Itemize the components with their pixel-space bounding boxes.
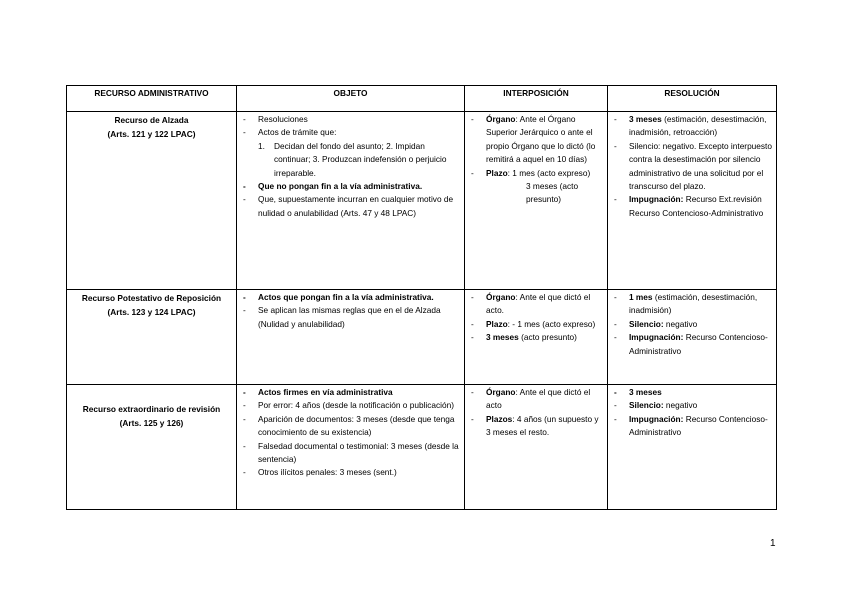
resolucion-cell [608,385,777,510]
list-item: 1. Decidan del fondo del asunto; 2. Impidan continuar; 3. Produzcan indefensión o perjuicio irreparable. [258,140,447,178]
list-item: - 3 meses (acto presunto) [469,331,603,344]
recurso-name-cell [67,112,237,290]
resolucion-cell [608,290,777,385]
recurso-arts: (Arts. 125 y 126) [119,418,184,428]
recurso-name-cell [67,290,237,385]
list-item: - Actos que pongan fin a la vía administrativa. [241,291,460,304]
list-item: - 3 meses [612,386,772,399]
objeto-cell [237,290,465,385]
list-item: - Por error: 4 años (desde la notificación o publicación) [241,399,460,412]
table-row [67,112,777,290]
header-recurso: RECURSO ADMINISTRATIVO [67,86,237,112]
list-item: - Otros ilícitos penales: 3 meses (sent.) [241,466,460,479]
recurso-name: Recurso extraordinario de revisión [82,404,221,414]
list-item: - 1 mes (estimación, desestimación, inadmisión) [612,291,772,318]
list-item: - Órgano: Ante el que dictó el acto [469,386,603,413]
recurso-name-cell [67,385,237,510]
interposicion-cell [465,385,608,510]
list-item: - Silencio: negativo [612,399,772,412]
page-number: 1 [770,538,776,549]
list-item: - Aparición de documentos: 3 meses (desde que tenga conocimiento de su existencia) [241,413,460,440]
list-item: - Que, supuestamente incurran en cualquier motivo de nulidad o anulabilidad (Arts. 47 y 48 LPAC) [241,193,460,220]
list-item: - Se aplican las mismas reglas que en el de Alzada (Nulidad y anulabilidad) [241,304,460,331]
header-row [67,86,777,112]
objeto-cell [237,385,465,510]
plazo-presunto: 3 meses (acto presunto) [526,181,579,205]
table-row [67,385,777,510]
list-item: - 3 meses (estimación, desestimación, inadmisión, retroacción) [612,113,772,140]
header-resolucion: RESOLUCIÓN [608,86,777,112]
table-row [67,290,777,385]
list-item: - Silencio: negativo [612,318,772,331]
list-item: - Impugnación: Recurso Contencioso-Administrativo [612,413,772,440]
list-item: - Plazos: 4 años (un supuesto y 3 meses el resto. [469,413,603,440]
recurso-arts: (Arts. 123 y 124 LPAC) [107,307,196,317]
recurso-name: Recurso Potestativo de Reposición [81,293,222,303]
header-objeto: OBJETO [237,86,465,112]
interposicion-cell [465,112,608,290]
resolucion-cell [608,112,777,290]
list-item: - Plazo: - 1 mes (acto expreso) [469,318,603,331]
recurso-arts: (Arts. 121 y 122 LPAC) [107,129,196,139]
objeto-cell [237,112,465,290]
list-item: - Actos firmes en vía administrativa [241,386,460,399]
list-item: - Resoluciones [241,113,460,126]
list-item: - Impugnación: Recurso Ext.revisión Recurso Contencioso-Administrativo [612,193,772,220]
list-item: - Actos de trámite que: 1. Decidan del fondo del asunto; 2. Impidan continuar; 3. Produzcan indefensión o perjuicio irreparable. [241,126,460,180]
list-item: - Plazo: 1 mes (acto expreso) 3 meses (acto presunto) [469,167,603,207]
list-item: - Impugnación: Recurso Contencioso-Administrativo [612,331,772,358]
recursos-table [66,85,777,510]
list-item: - Que no pongan fin a la vía administrativa. [241,180,460,193]
list-item: - Órgano: Ante el que dictó el acto. [469,291,603,318]
header-interposicion: INTERPOSICIÓN [465,86,608,112]
list-item: - Silencio: negativo. Excepto interpuesto contra la desestimación por silencio administrativo de una solicitud por el transcurso del plazo. [612,140,772,194]
list-item: - Órgano: Ante el Órgano Superior Jerárquico o ante el propio Órgano que lo dictó (lo remitirá a aquel en 10 días) [469,113,603,167]
list-item: - Falsedad documental o testimonial: 3 meses (desde la sentencia) [241,440,460,467]
recurso-name: Recurso de Alzada [114,115,189,125]
interposicion-cell [465,290,608,385]
